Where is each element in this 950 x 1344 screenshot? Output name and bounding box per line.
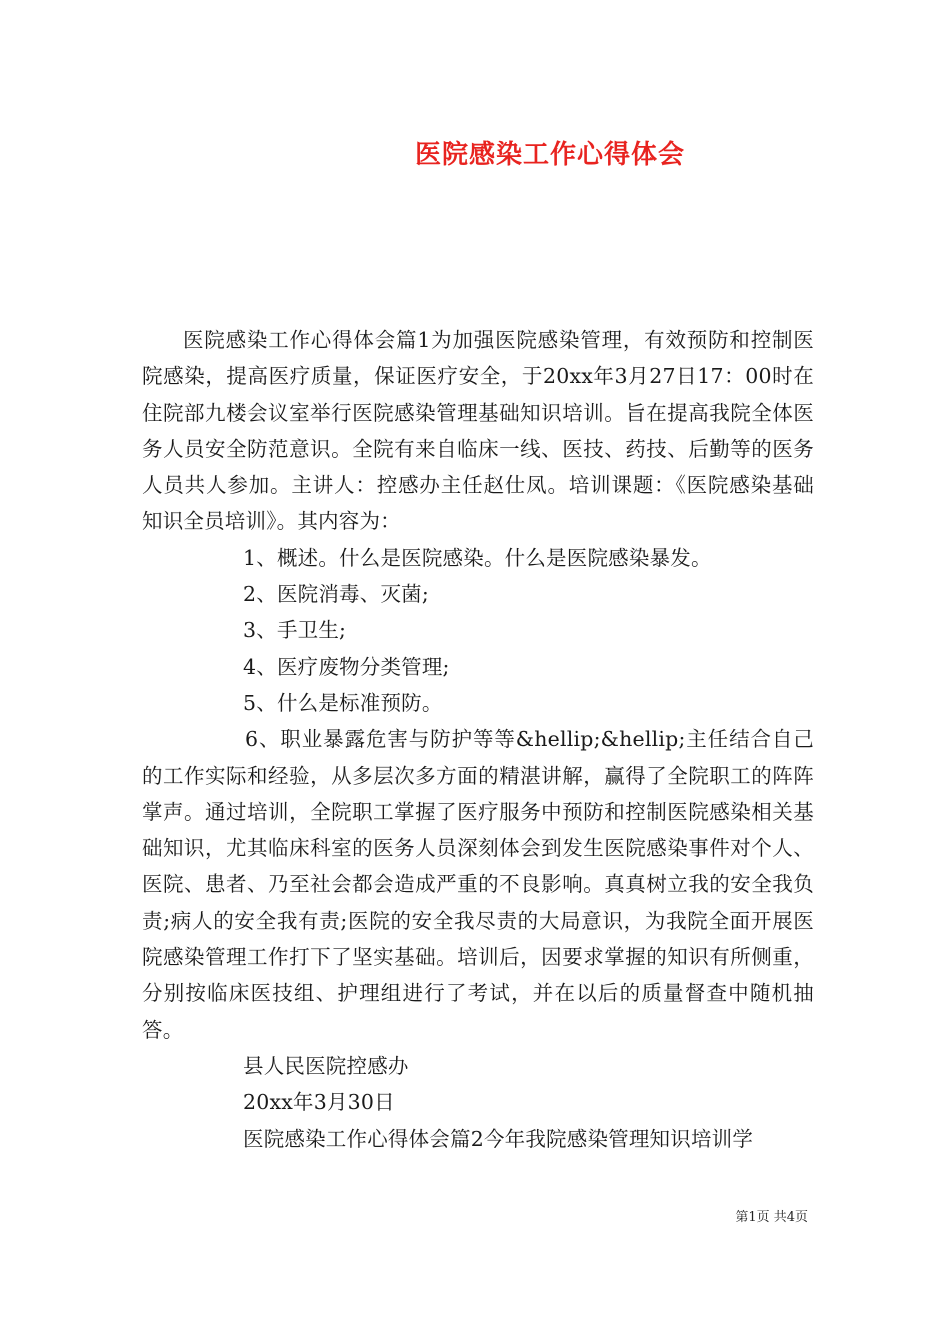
list-item: 4、医疗废物分类管理; — [243, 654, 450, 679]
document-body — [142, 322, 814, 1157]
page-footer: 第1页 共4页 — [735, 1210, 808, 1225]
list-item: 2、医院消毒、灭菌; — [243, 582, 429, 607]
item6-paragraph: 6、职业暴露危害与防护等等&hellip;&hellip;主任结合自己的工作实际和经验，从多层次多方面的精湛讲解，赢得了全院职工的阵阵掌声。通过培训，全院职工掌握了医疗服务中预防和控制医院感染相关基础知识，尤其临床科室的医务人员深刻体会到发生医院感染事件对个人、医院、患者、乃至社会都会造成严重的不良影响。真真树立我的安全我负责;病人的安全我有责;医院的安全我尽责的大局意识，为我院全面开展医院感染管理工作打下了坚实基础。培训后，因要求掌握的知识有所侧重，分别按临床医技组、护理组进行了考试，并在以后的质量督查中随机抽答。 — [142, 727, 814, 1042]
signature-org: 县人民医院控感办 — [243, 1053, 409, 1078]
list-item: 5、什么是标准预防。 — [243, 690, 443, 715]
intro-paragraph: 医院感染工作心得体会篇1为加强医院感染管理，有效预防和控制医院感染，提高医疗质量，保证医疗安全，于20xx年3月27日17：00时在住院部九楼会议室举行医院感染管理基础知识培训。旨在提高我院全体医务人员安全防范意识。全院有来自临床一线、医技、药技、后勤等的医务人员共人参加。主讲人：控感办主任赵仕凤。培训课题：《医院感染基础知识全员培训》。其内容为： — [142, 328, 814, 534]
document-title: 医院感染工作心得体会 — [414, 140, 685, 170]
list-item: 3、手卫生; — [243, 618, 347, 643]
next-article-start: 医院感染工作心得体会篇2今年我院感染管理知识培训学 — [243, 1126, 754, 1151]
list-item: 1、概述。什么是医院感染。什么是医院感染暴发。 — [243, 545, 712, 570]
signature-date: 20xx年3月30日 — [243, 1090, 395, 1115]
